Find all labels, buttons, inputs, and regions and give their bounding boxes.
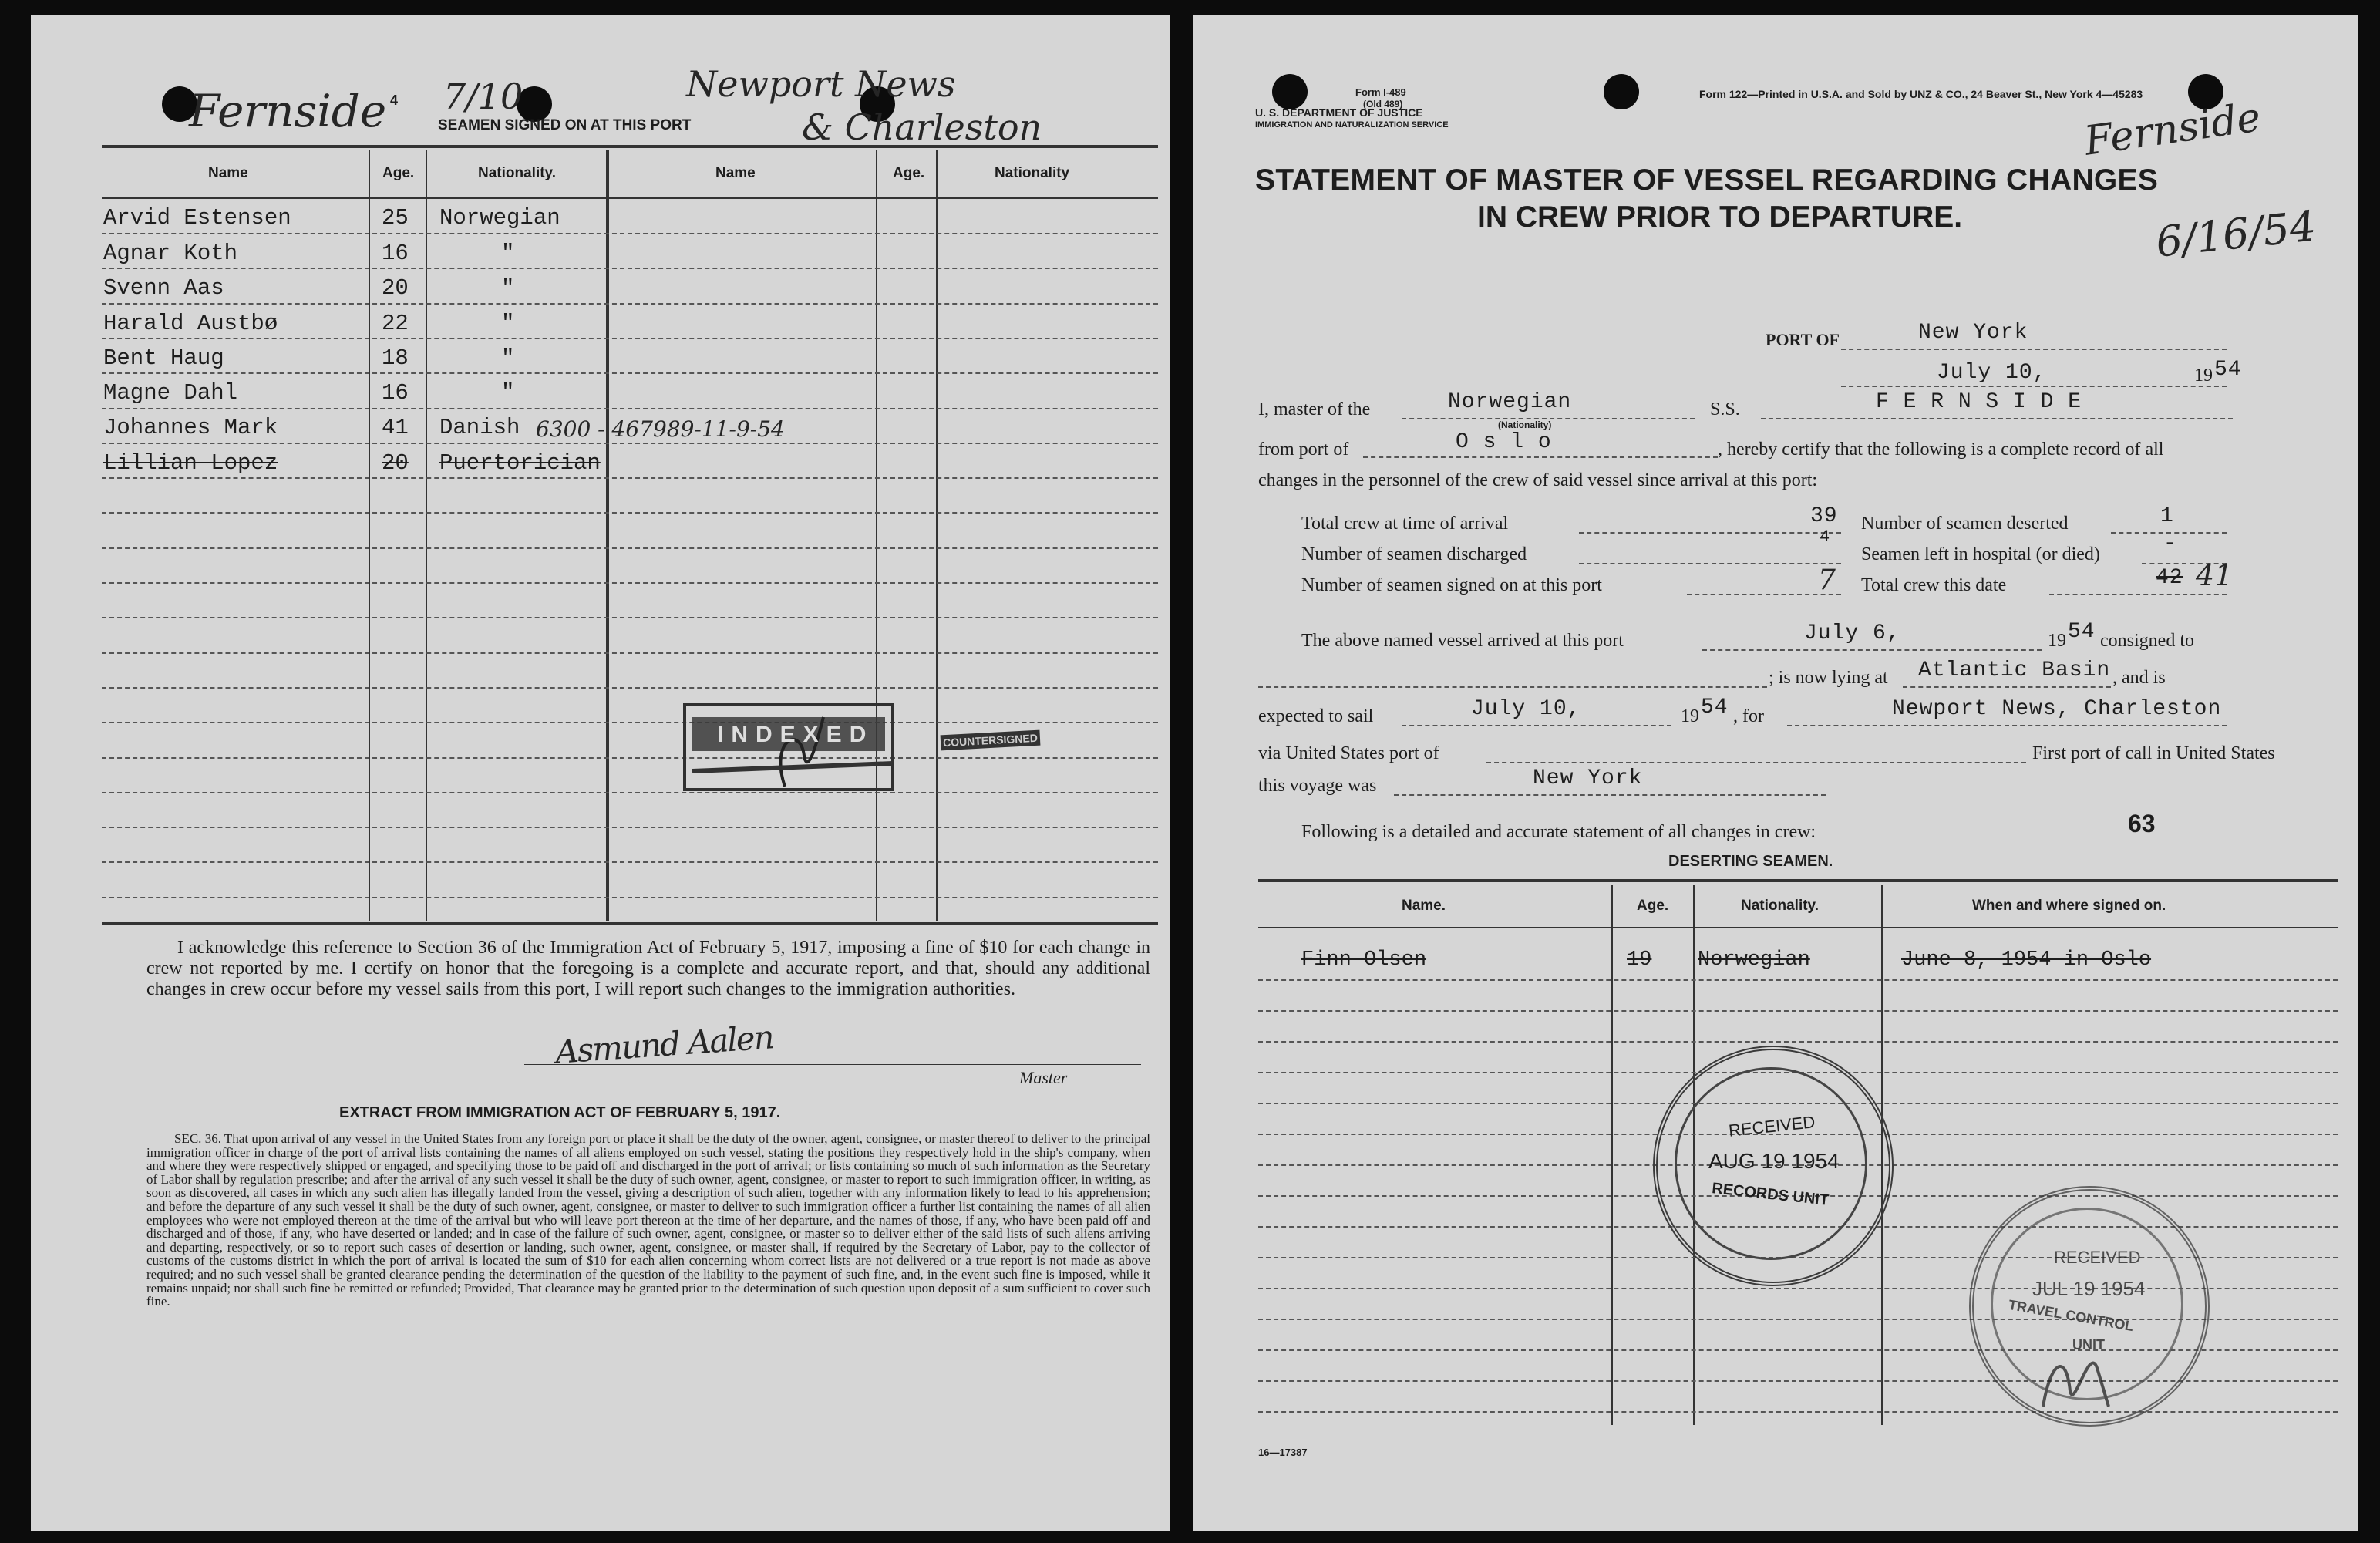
table-rule (102, 861, 1158, 863)
crew-row: Harald Austbø (103, 311, 278, 336)
nationality-value: Norwegian (1448, 390, 1572, 414)
signed-on-value: 7 (1818, 564, 1836, 596)
table-rule (102, 617, 1158, 618)
table-rule (102, 582, 1158, 584)
table-rule (1258, 979, 2338, 981)
crew-nationality: Danish (439, 415, 520, 440)
table-rule (102, 338, 1158, 339)
crew-nationality: " (501, 241, 515, 266)
year-value: 54 (2068, 620, 2096, 644)
year-value: 54 (2214, 358, 2242, 382)
countersigned-stamp: COUNTERSIGNED (941, 730, 1041, 751)
hospital-label: Seamen left in hospital (or died) (1861, 544, 2100, 564)
expected-value: July 10, (1471, 697, 1581, 721)
first-port-label: First port of call in United States (2032, 743, 2275, 763)
deserting-row: Finn Olsen (1301, 948, 1427, 972)
deserted-label: Number of seamen deserted (1861, 514, 2069, 534)
table-rule (102, 652, 1158, 654)
col-header-name: Name (208, 165, 248, 181)
crew-age: 16 (382, 380, 409, 406)
total-crew-arrival: 39 (1810, 504, 1838, 528)
crew-row: Bent Haug (103, 345, 224, 371)
initials-mark (2035, 1337, 2128, 1414)
col-header-age: Age. (382, 165, 415, 181)
table-rule (102, 512, 1158, 514)
handwritten-vessel: Fernside (2081, 94, 2264, 165)
table-rule (102, 443, 1158, 444)
crew-age: 18 (382, 345, 409, 371)
ss-label: S.S. (1710, 399, 1740, 419)
handwritten-vessel: Fernside (189, 85, 387, 137)
crew-nationality: Puertorician (439, 450, 601, 476)
year-prefix: 19 (2194, 366, 2213, 386)
section-title: SEAMEN SIGNED ON AT THIS PORT (438, 117, 692, 133)
year-value: 54 (1701, 696, 1729, 719)
hospital-value: - (2163, 532, 2177, 556)
crew-row: Agnar Koth (103, 241, 238, 266)
acknowledgement-text: I acknowledge this reference to Section 36 of the Immigration Act of February 5, 1917, imposing a fine of $10 for each change in crew not reported by me. I certify on honor that the foregoing is a complete and accurate report, and that, should any additional changes in crew occur before my vessel sails from this port, I will report such changes to the immigration authorities. (146, 938, 1150, 999)
and-is-label: , and is (2112, 668, 2166, 688)
discharged-label: Number of seamen discharged (1301, 544, 1527, 564)
crew-age: 22 (382, 311, 409, 336)
table-rule (102, 233, 1158, 234)
department: U. S. DEPARTMENT OF JUSTICE (1255, 106, 1423, 119)
nationality-caption: (Nationality) (1498, 419, 1552, 430)
changes-text: changes in the personnel of the crew of said vessel since arrival at this port: (1258, 470, 1818, 490)
master-of-label: I, master of the (1258, 399, 1371, 419)
master-label: Master (1019, 1068, 1068, 1087)
deserting-title: DESERTING SEAMEN. (1668, 853, 1833, 870)
col-header-age: Age. (1637, 898, 1669, 914)
table-rule (102, 268, 1158, 269)
table-rule (102, 792, 1158, 793)
crew-age: 25 (382, 205, 409, 231)
records-unit-stamp: RECEIVED AUG 19 1954 RECORDS UNIT (1653, 1046, 1894, 1286)
lying-label: ; is now lying at (1769, 668, 1888, 688)
punch-hole (1272, 74, 1308, 109)
port-label: PORT OF (1766, 330, 1840, 349)
this-voyage-value: New York (1533, 766, 1643, 790)
year-prefix: 19 (1681, 706, 1699, 726)
col-header-nationality: Nationality. (1741, 898, 1819, 914)
for-value: Newport News, Charleston (1892, 697, 2222, 721)
col-header-name-2: Name (715, 165, 756, 181)
total-crew-date-label: Total crew this date (1861, 575, 2007, 595)
table-rule (1258, 1041, 2338, 1043)
from-port-label: from port of (1258, 440, 1349, 460)
crew-nationality: Norwegian (439, 205, 560, 231)
form-number: Form I-489 (1355, 86, 1406, 98)
form-title-line1: STATEMENT OF MASTER OF VESSEL REGARDING CHANGES (1255, 163, 2159, 197)
total-crew-date-struck: 42 (2156, 566, 2183, 590)
crew-row: Svenn Aas (103, 275, 224, 301)
deserting-signed-on: June 8, 1954 in Oslo (1901, 948, 2152, 972)
lying-value: Atlantic Basin (1918, 659, 2111, 682)
year-prefix: 19 (2048, 631, 2066, 651)
page-number: 4 (390, 93, 399, 108)
crew-row: Magne Dahl (103, 380, 238, 406)
handwritten-annotation: 6300 - 467989-11-9-54 (536, 416, 785, 442)
punch-hole (1604, 74, 1639, 109)
crew-nationality: " (501, 275, 515, 301)
right-page (1193, 15, 2358, 1531)
crew-nationality: " (501, 311, 515, 336)
handwritten-port-note-2: & Charleston (802, 106, 1042, 148)
crew-age: 20 (382, 275, 409, 301)
total-crew-date-value: 41 (2196, 558, 2234, 592)
from-port-value: O s l o (1456, 430, 1552, 454)
crew-row: Arvid Estensen (103, 205, 291, 231)
col-header-signed-on: When and where signed on. (1972, 898, 2166, 914)
table-rule (102, 687, 1158, 689)
handwritten-date: 6/16/54 (2153, 201, 2318, 267)
table-rule (102, 372, 1158, 374)
form-old-number: (Old 489) (1363, 99, 1403, 109)
certify-text: , hereby certify that the following is a complete record of all (1718, 440, 2164, 460)
count-mark: 63 (2128, 810, 2156, 837)
master-signature: Asmund Aalen (554, 1018, 775, 1071)
table-rule (1258, 1010, 2338, 1012)
this-voyage-label: this voyage was (1258, 776, 1377, 796)
via-label: via United States port of (1258, 743, 1439, 763)
arrived-value: July 6, (1804, 622, 1900, 645)
crew-age: 20 (382, 450, 409, 476)
table-rule (102, 722, 1158, 723)
col-header-name: Name. (1402, 898, 1446, 914)
form-title-line2: IN CREW PRIOR TO DEPARTURE. (1477, 200, 1963, 234)
table-rule (102, 477, 1158, 479)
table-rule (102, 408, 1158, 409)
table-rule (102, 897, 1158, 898)
table-rule (102, 827, 1158, 828)
consigned-label: consigned to (2100, 631, 2194, 651)
total-crew-arrival-label: Total crew at time of arrival (1301, 514, 1509, 534)
indexed-stamp: INDEXED (669, 694, 916, 802)
for-label: , for (1733, 706, 1764, 726)
deserting-nationality: Norwegian (1698, 948, 1810, 972)
service: IMMIGRATION AND NATURALIZATION SERVICE (1255, 120, 1449, 130)
handwritten-date: 7/10 (443, 76, 523, 117)
col-header-nationality-2: Nationality (995, 165, 1070, 181)
deserting-age: 19 (1627, 948, 1652, 972)
discharged-value: 4 (1820, 527, 1831, 547)
following-text: Following is a detailed and accurate statement of all changes in crew: (1301, 822, 1816, 842)
statement-date: July 10, (1937, 361, 2047, 385)
port-value: New York (1918, 321, 2028, 345)
col-header-age-2: Age. (893, 165, 925, 181)
ss-value: F E R N S I D E (1876, 390, 2082, 414)
left-page (31, 15, 1170, 1531)
handwritten-port-note: Newport News (686, 63, 956, 105)
signed-on-label: Number of seamen signed on at this port (1301, 575, 1602, 595)
travel-control-stamp: RECEIVED JUL 19 1954 TRAVEL CONTROL UNIT (1969, 1186, 2210, 1427)
arrived-label: The above named vessel arrived at this port (1301, 631, 1624, 651)
crew-age: 16 (382, 241, 409, 266)
extract-text: SEC. 36. That upon arrival of any vessel in the United States from any foreign port or place it shall be the duty of the owner, agent, consignee, or master thereof to deliver to the principal immigration officer in charge of the port of arrival lists containing the names of all aliens employed on such vessel, stating the positions they respectively hold in the ship's company, when and where they were respectively shipped or engaged, and specifying those to be paid off and discharged in the port of arrival; or lists containing so much of such information as the Secretary of Labor shall by regulation prescribe; and after the arrival of any such vessel it shall be the duty of such owner, agent, consignee, or master to report to such immigration officer, in writing, as soon as discovered, all cases in which any such alien has illegally landed from the vessel, giving a description of such alien, together with any information likely to lead to his apprehension; and before the departure of any such vessel it shall be the duty of such owner, agent, consignee, or master to deliver to such immigration officer a further list containing the names of all alien employees who were not employed thereon at the time of the arrival but who will leave port thereon at the time of her departure, and the names of those, if any, who have been paid off and discharged and of those, if any, who have deserted or landed; and in case of the failure of such owner, agent, consignee, or master so to deliver either of the said lists of such aliens arriving and departing, respectively, or so to report such cases of desertion or landing, such owner, agent, consignee, or master shall, if required by the Secretary of Labor, pay to the collector of customs of the customs district in which the port of arrival is located the sum of $10 for each alien concerning whom correct lists are not delivered or a true report is not made as above required; and no such vessel shall be granted clearance pending the determination of the question of the liability to the payment of such fine, and, in the event such fine is imposed, while it remains unpaid; nor shall such fine be remitted or refunded; Provided, That clearance may be granted prior to the determination of such question upon deposit of a sum sufficient to cover such fine. (146, 1131, 1150, 1309)
footer-code: 16—17387 (1258, 1447, 1308, 1458)
table-rule (102, 547, 1158, 549)
expected-label: expected to sail (1258, 706, 1374, 726)
deserted-value: 1 (2160, 504, 2174, 528)
crew-nationality: " (501, 380, 515, 406)
crew-nationality: " (501, 345, 515, 371)
crew-row-struck: Lillian Lopez (103, 450, 278, 476)
crew-row: Johannes Mark (103, 415, 278, 440)
table-rule (102, 757, 1158, 759)
extract-title: EXTRACT FROM IMMIGRATION ACT OF FEBRUARY 5, 1917. (339, 1104, 781, 1121)
printer-note: Form 122—Printed in U.S.A. and Sold by UNZ & CO., 24 Beaver St., New York 4—45283 (1699, 88, 2143, 100)
table-rule (1258, 1411, 2338, 1413)
crew-age: 41 (382, 415, 409, 440)
col-header-nationality: Nationality. (478, 165, 556, 181)
table-rule (102, 303, 1158, 305)
